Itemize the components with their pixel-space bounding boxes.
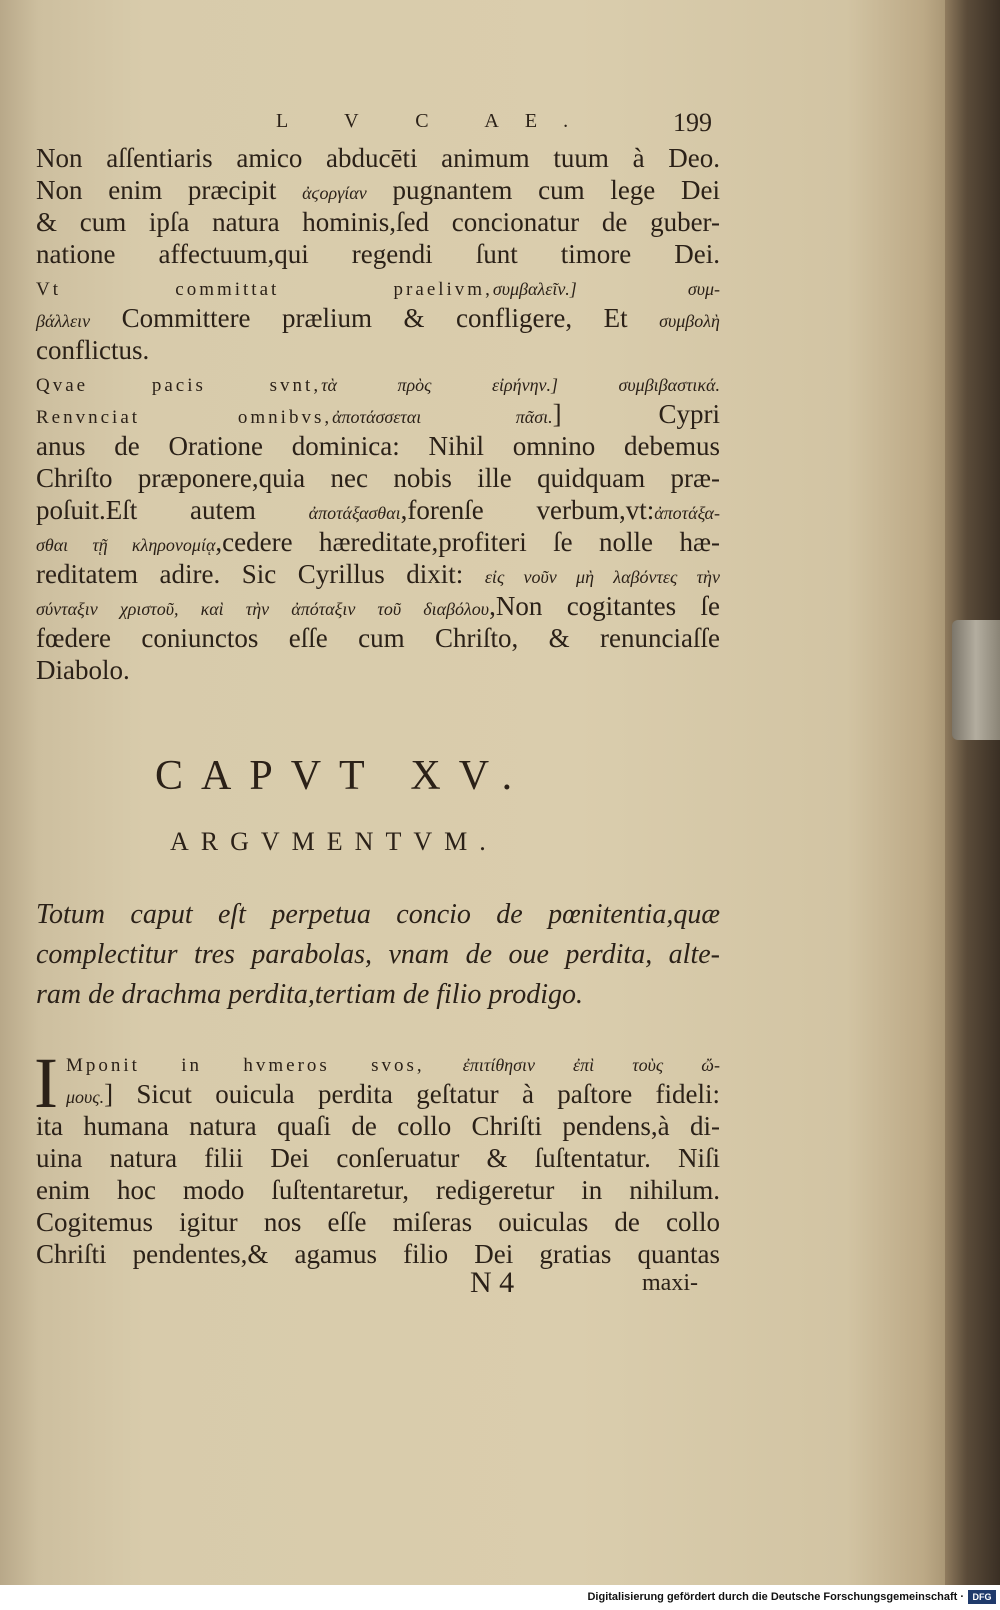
argument-heading: ARGVMENTVM. bbox=[170, 827, 498, 856]
text-line bbox=[36, 430, 720, 462]
text-line bbox=[36, 142, 720, 174]
latin-text: Non enim præcipit bbox=[36, 175, 303, 205]
text-line bbox=[36, 1238, 720, 1270]
text-line bbox=[36, 366, 720, 398]
paragraph-1 bbox=[36, 142, 720, 686]
page-edge bbox=[945, 0, 1000, 1585]
text-line bbox=[36, 590, 720, 622]
text-line bbox=[36, 494, 720, 526]
greek-text: συμβολὴ bbox=[659, 311, 720, 331]
latin-text: Diabolo. bbox=[36, 655, 130, 685]
page-header bbox=[36, 110, 720, 140]
latin-text: natione affectuum,qui regendi ſunt timore Dei. bbox=[36, 239, 720, 269]
text-line bbox=[36, 526, 720, 558]
footer-bar bbox=[0, 1585, 1000, 1610]
latin-text: ] Sicut ouicula perdita geſtatur à paſtore fideli: bbox=[104, 1079, 720, 1109]
latin-text: ] Cypri bbox=[552, 399, 720, 429]
lemma-small-caps: Renvnciat omnibvs, bbox=[36, 407, 333, 428]
latin-text: Chriſti pendentes,& agamus filio Dei gratias quantas bbox=[36, 1239, 720, 1269]
lemma-small-caps: Qvae pacis svnt, bbox=[36, 375, 322, 396]
text-line bbox=[36, 1046, 720, 1078]
latin-text: Cogitemus igitur nos eſſe miſeras ouiculas de collo bbox=[36, 1207, 720, 1237]
signature-mark: N 4 bbox=[470, 1266, 515, 1299]
text-line bbox=[36, 1142, 720, 1174]
footer-credit: Digitalisierung gefördert durch die Deutsche Forschungsgemeinschaft · bbox=[587, 1591, 964, 1603]
latin-text: anus de Oratione dominica: Nihil omnino debemus bbox=[36, 431, 720, 461]
summary-line: ram de drachma perdita,tertiam de filio prodigo. bbox=[36, 979, 583, 1010]
lemma-small-caps: Vt committat praelivm, bbox=[36, 279, 493, 300]
latin-text: conflictus. bbox=[36, 335, 150, 365]
running-head: L V C AE. bbox=[276, 110, 595, 132]
dfg-logo-icon: DFG bbox=[968, 1590, 996, 1604]
book-clasp bbox=[952, 620, 1000, 740]
latin-text: Non aſſentiaris amico abducēti animum tuum à Deo. bbox=[36, 143, 720, 173]
text-line bbox=[36, 238, 720, 270]
text-line bbox=[36, 398, 720, 430]
latin-text: ,cedere hæreditate,profiteri ſe nolle hæ- bbox=[215, 527, 720, 557]
text-line bbox=[36, 1078, 720, 1110]
text-line bbox=[36, 302, 720, 334]
latin-text: & cum ipſa natura hominis,ſed concionatur de guber- bbox=[36, 207, 720, 237]
text-line bbox=[36, 1174, 720, 1206]
page-number: 199 bbox=[673, 108, 712, 137]
greek-text: εἰς νοῦν μὴ λαβόντες τὴν bbox=[484, 567, 720, 587]
latin-text: reditatem adire. Sic Cyrillus dixit: bbox=[36, 559, 485, 589]
greek-text: βάλλειν bbox=[36, 311, 91, 331]
greek-text: σύνταξιν χριστοῦ, καὶ τὴν ἀπόταξιν τοῦ διαβόλου bbox=[36, 599, 490, 619]
text-line bbox=[36, 558, 720, 590]
text-line bbox=[36, 174, 720, 206]
text-line bbox=[36, 462, 720, 494]
chapter-title: CAPVT XV. bbox=[155, 753, 531, 799]
latin-text: enim hoc modo ſuſtentaretur, redigeretur in nihilum. bbox=[36, 1175, 720, 1205]
greek-text: ἀϛοργίαν bbox=[302, 183, 367, 203]
text-line bbox=[36, 206, 720, 238]
text-line bbox=[36, 654, 720, 686]
catchword: maxi- bbox=[642, 1270, 698, 1296]
latin-text: pugnantem cum lege Dei bbox=[366, 175, 720, 205]
drop-cap: I bbox=[34, 1043, 58, 1123]
greek-text: μους. bbox=[66, 1087, 105, 1107]
chapter-summary bbox=[36, 895, 720, 1015]
text-line bbox=[36, 334, 720, 366]
latin-text: uina natura filii Dei conſeruatur & ſuſtentatur. Niſi bbox=[36, 1143, 720, 1173]
lemma-small-caps: Mponit in hvmeros svos, bbox=[66, 1055, 425, 1076]
text-line bbox=[36, 270, 720, 302]
latin-text: Chriſto præponere,quia nec nobis ille quidquam præ- bbox=[36, 463, 720, 493]
greek-text: ἀποτάσσεται πᾶσι. bbox=[332, 407, 553, 427]
latin-text: ,forenſe verbum,vt: bbox=[400, 495, 655, 525]
latin-text: poſuit.Eſt autem bbox=[36, 495, 309, 525]
greek-text: συμβαλεῖν.] συμ- bbox=[492, 279, 720, 299]
text-line bbox=[36, 622, 720, 654]
greek-text: τὰ πρὸς εἰρήνην.] συμβιβαστικά. bbox=[321, 375, 720, 395]
greek-text: ἀποτάξα- bbox=[654, 503, 720, 523]
text-line bbox=[36, 1206, 720, 1238]
greek-text: ἐπιτίθησιν ἐπὶ τοὺς ὤ- bbox=[424, 1055, 721, 1075]
summary-line: complectitur tres parabolas, vnam de oue perdita, alte- bbox=[36, 939, 720, 970]
latin-text: fœdere coniunctos eſſe cum Chriſto, & renunciaſſe bbox=[36, 623, 720, 653]
latin-text: Committere prælium & confligere, Et bbox=[90, 303, 660, 333]
text-line bbox=[36, 1110, 720, 1142]
paragraph-2 bbox=[34, 1043, 721, 1270]
summary-line: Totum caput eſt perpetua concio de pœnitentia,quæ bbox=[36, 899, 720, 930]
latin-text: ita humana natura quaſi de collo Chriſti pendens,à di- bbox=[36, 1111, 720, 1141]
latin-text: ,Non cogitantes ſe bbox=[489, 591, 720, 621]
greek-text: σθαι τῇ κληρονομίᾳ bbox=[36, 535, 216, 555]
greek-text: ἀποτάξασθαι bbox=[308, 503, 401, 523]
